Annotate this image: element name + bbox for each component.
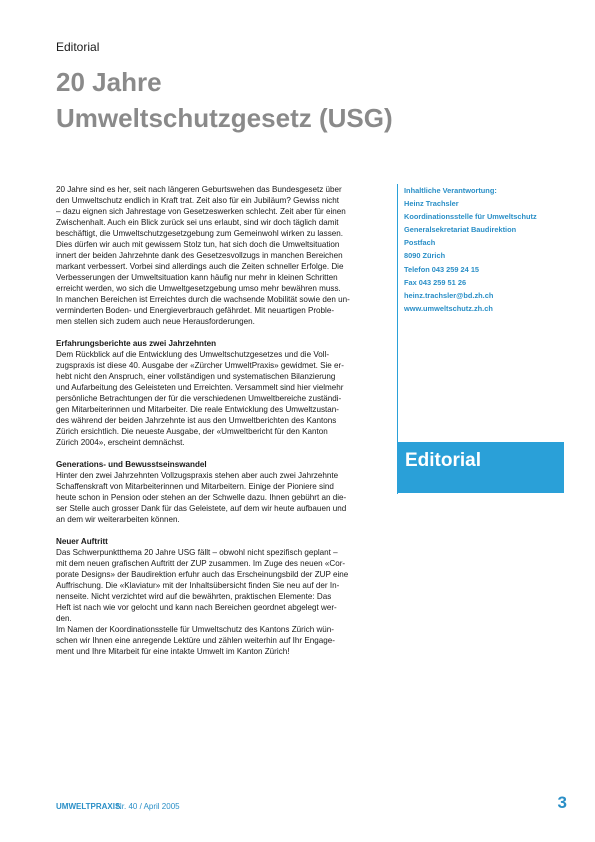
contact-organization: Generalsekretariat Baudirektion — [404, 225, 517, 235]
text-line: hebt nicht den Anspruch, einer vollständigen und systematischen Bilanzierung — [56, 372, 336, 381]
section-erfahrungsberichte-paragraph — [56, 349, 388, 448]
text-line: persönliche Betrachtungen der für die verschiedenen Umweltbereiche zuständi- — [56, 394, 342, 403]
text-line: Das Schwerpunktthema 20 Jahre USG fällt – obwohl nicht spezifisch geplant – — [56, 548, 338, 557]
contact-city: 8090 Zürich — [404, 251, 446, 261]
text-line: ser Stelle auch grosser Dank für das Geleistete, auf dem wir heute aufbauen und — [56, 504, 347, 513]
contact-name: Heinz Trachsler — [404, 199, 459, 209]
section-neuer-auftritt-paragraph — [56, 547, 388, 657]
text-line: Dem Rückblick auf die Entwicklung des Umweltschutzgesetzes und die Voll- — [56, 350, 330, 359]
text-line: den Umweltschutz endlich in Kraft trat. Zeit also für ein Jubiläum? Gewiss nicht — [56, 196, 339, 205]
main-text — [56, 184, 388, 657]
text-line: Im Namen der Koordinationsstelle für Umweltschutz des Kantons Zürich wün- — [56, 625, 335, 634]
text-line: Dies dürfen wir auch mit gewissem Stolz tun, hat sich doch die Umweltsituation — [56, 240, 340, 249]
text-line: Zwischenhalt. Auch ein Blick zurück sei uns erlaubt, sind wir doch täglich damit — [56, 218, 339, 227]
text-line: schen wir Ihnen eine anregende Lektüre und zählen weiterhin auf Ihr Engage- — [56, 636, 335, 645]
text-line: verminderten Boden- und Energieverbrauch gefährdet. Mit neuartigen Proble- — [56, 306, 335, 315]
text-line: heute schon in Pension oder stehen an der Schwelle dazu. Ihnen gebührt an die- — [56, 493, 347, 502]
text-line: In manchen Bereichen ist Erreichtes durch die wachsende Mobilität sowie den un- — [56, 295, 350, 304]
title-line-2: Umweltschutzgesetz (USG) — [56, 103, 393, 133]
page-title — [56, 64, 536, 136]
text-line: beschäftigt, die Umweltschutzgesetzgebung zum Gemeinwohl wirken zu lassen. — [56, 229, 344, 238]
page-number: 3 — [557, 793, 567, 812]
text-line: nenseite. Nicht verzichtet wird auf die bewährten, praktischen Elemente: Das — [56, 592, 332, 601]
text-line: Hinter den zwei Jahrzehnten Vollzugspraxis stehen aber auch zwei Jahrzehnte — [56, 471, 339, 480]
text-line: – dazu eignen sich Jahrestage von Gesetzeswerken schlecht. Zeit aber für einen — [56, 207, 346, 216]
text-line: des während der beiden Jahrzehnte ist aus den Umweltberichten des Kantons — [56, 416, 337, 425]
text-line: Schaffenskraft von Mitarbeiterinnen und Mitarbeitern. Einige der Pioniere sind — [56, 482, 334, 491]
section-heading-neuer-auftritt: Neuer Auftritt — [56, 537, 108, 546]
section-label: Editorial — [56, 40, 100, 54]
section-generationswandel-paragraph — [56, 470, 388, 525]
contact-postbox: Postfach — [404, 238, 436, 248]
text-line: Auffrischung. Die «Klaviatur» mit der Inhaltsübersicht finden Sie neu auf der In- — [56, 581, 340, 590]
text-line: porate Designs» der Baudirektion erfuhr auch das Erscheinungsbild der ZUP eine — [56, 570, 349, 579]
contact-department: Koordinationsstelle für Umweltschutz — [404, 212, 537, 222]
intro-paragraph — [56, 184, 388, 327]
text-line: erreicht werden, wo sich die Umweltgesetzgebung umso mehr bewähren muss. — [56, 284, 341, 293]
text-line: innert der beiden Jahrzehnte dank des Gesetzesvollzugs in manchen Bereichen — [56, 251, 343, 260]
text-line: mit dem neuen grafischen Auftritt der ZUP zusammen. Im Zuge des neuen «Cor- — [56, 559, 346, 568]
text-line: Verbesserungen der Umweltsituation kann häufig nur mehr in kleinen Schritten — [56, 273, 338, 282]
text-line: den. — [56, 614, 72, 623]
text-line: Heft ist nach wie vor gelocht und kann nach Bereichen geordnet abgelegt wer- — [56, 603, 337, 612]
text-line: Zürich ersichtlich. Die neueste Ausgabe, der «Umweltbericht für den Kanton — [56, 427, 328, 436]
section-heading-erfahrungsberichte: Erfahrungsberichte aus zwei Jahrzehnten — [56, 339, 217, 348]
sidebar-contact — [404, 184, 564, 315]
text-line: ment und Ihre Mitarbeit für eine intakte Umwelt im Kanton Zürich! — [56, 647, 290, 656]
text-line: men stellen sich zudem auch neue Herausforderungen. — [56, 317, 255, 326]
text-line: gen Mitarbeiterinnen und Mitarbeiter. Die reale Entwicklung des Umweltzustan- — [56, 405, 339, 414]
text-line: und Aufarbeitung des Geleisteten und Erreichten. Versammelt sind hier vielmehr — [56, 383, 344, 392]
text-line: zugspraxis ist diese 40. Ausgabe der «Zürcher UmweltPraxis» gewidmet. Sie er- — [56, 361, 344, 370]
text-line: 20 Jahre sind es her, seit nach längeren Geburtswehen das Bundesgesetz über — [56, 185, 342, 194]
section-heading-generationswandel: Generations- und Bewusstseinswandel — [56, 460, 207, 469]
contact-website-link[interactable]: www.umweltschutz.zh.ch — [404, 303, 493, 313]
footer-brand: UMWELTPRAXIS — [56, 802, 121, 811]
text-line: markant verbessert. Vorbei sind allerdings auch die Zeiten schneller Erfolge. Die — [56, 262, 344, 271]
title-line-1: 20 Jahre — [56, 67, 162, 97]
text-line: an dem wir weiterarbeiten können. — [56, 515, 180, 524]
text-line: Zürich 2004», erscheint demnächst. — [56, 438, 185, 447]
contact-fax: Fax 043 259 51 26 — [404, 277, 467, 287]
contact-email-link[interactable]: heinz.trachsler@bd.zh.ch — [404, 290, 494, 300]
editorial-box — [397, 442, 564, 493]
editorial-box-label: Editorial — [405, 450, 482, 471]
footer-issue: Nr. 40 / April 2005 — [116, 802, 180, 811]
sidebar-heading: Inhaltliche Verantwortung: — [404, 186, 497, 195]
contact-phone: Telefon 043 259 24 15 — [404, 264, 480, 274]
